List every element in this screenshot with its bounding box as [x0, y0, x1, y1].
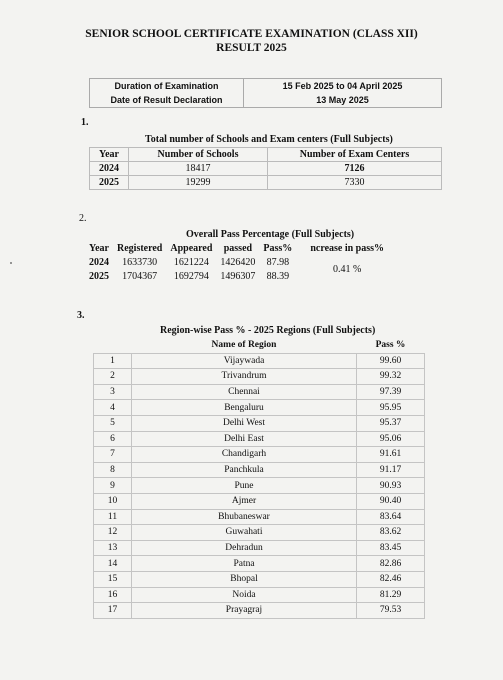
region-name-cell: Bhopal — [132, 571, 357, 587]
table-row — [85, 255, 388, 269]
region-name-cell: Delhi East — [132, 431, 357, 447]
rank-cell: 2 — [94, 369, 132, 385]
table-row — [94, 447, 425, 463]
pass-percent-cell: 90.40 — [357, 493, 425, 509]
header-cell: Year — [89, 242, 109, 254]
rank-cell: 17 — [94, 603, 132, 619]
declaration-label: Date of Result Declaration — [110, 95, 223, 105]
header-cell: Pass % — [357, 338, 425, 353]
table-row — [94, 540, 425, 556]
rank-cell: 3 — [94, 384, 132, 400]
table-row — [94, 571, 425, 587]
pass-percent-cell: 79.53 — [357, 603, 425, 619]
table-row — [94, 462, 425, 478]
rank-cell: 4 — [94, 400, 132, 416]
region-name-cell: Guwahati — [132, 525, 357, 541]
table-header-row — [85, 241, 388, 255]
section-3-number: 3. — [77, 310, 85, 321]
rank-cell: 13 — [94, 540, 132, 556]
region-name-cell: Panchkula — [132, 462, 357, 478]
table-row — [94, 384, 425, 400]
table-cell: 18417 — [129, 162, 268, 176]
pass-percent-cell: 81.29 — [357, 587, 425, 603]
region-name-cell: Bengaluru — [132, 400, 357, 416]
region-name-cell: Trivandrum — [132, 369, 357, 385]
rank-cell: 11 — [94, 509, 132, 525]
section-2-number: 2. — [79, 213, 87, 224]
pass-percent-cell: 91.61 — [357, 447, 425, 463]
region-name-cell: Bhubaneswar — [132, 509, 357, 525]
rank-cell: 7 — [94, 447, 132, 463]
region-name-cell: Prayagraj — [132, 603, 357, 619]
document-subtitle: RESULT 2025 — [216, 42, 287, 54]
table-header-row — [94, 338, 425, 353]
region-name-cell: Noida — [132, 587, 357, 603]
pass-percent-cell: 83.64 — [357, 509, 425, 525]
table-cell: 2025 — [90, 176, 129, 190]
header-cell: Name of Region — [132, 338, 357, 353]
table-row — [90, 176, 442, 190]
table-cell: 1621224 — [173, 256, 209, 268]
header-cell: Number of Schools — [129, 148, 268, 162]
table-row — [94, 353, 425, 369]
scan-speck — [10, 262, 12, 264]
table-cell: 2024 — [90, 162, 129, 176]
table-row — [94, 525, 425, 541]
table-cell: 1704367 — [122, 270, 158, 282]
section-1-caption: Total number of Schools and Exam centers (Full Subjects) — [145, 134, 393, 145]
pass-percent-cell: 83.45 — [357, 540, 425, 556]
pass-percent-cell: 95.37 — [357, 415, 425, 431]
table-cell: 87.98 — [266, 256, 290, 268]
header-cell: Number of Exam Centers — [268, 148, 442, 162]
region-name-cell: Ajmer — [132, 493, 357, 509]
table-row — [94, 603, 425, 619]
pass-percent-cell: 82.86 — [357, 556, 425, 572]
table-cell: 1633730 — [122, 256, 158, 268]
rank-cell: 6 — [94, 431, 132, 447]
header-cell: Year — [90, 148, 129, 162]
rank-cell: 12 — [94, 525, 132, 541]
region-name-cell: Pune — [132, 478, 357, 494]
schools-table — [89, 147, 442, 190]
table-row — [94, 587, 425, 603]
table-cell: 7126 — [268, 162, 442, 176]
header-cell: Appeared — [170, 242, 213, 254]
table-cell: 1692794 — [173, 270, 209, 282]
increase-cell: 0.41 % — [333, 263, 362, 275]
header-cell: ncrease in pass% — [310, 242, 385, 254]
declaration-row — [90, 93, 442, 108]
region-name-cell: Delhi West — [132, 415, 357, 431]
region-name-cell: Vijaywada — [132, 353, 357, 369]
declaration-value: 13 May 2025 — [244, 93, 442, 108]
section-1-number: 1. — [81, 117, 89, 128]
table-row — [90, 162, 442, 176]
table-row — [94, 478, 425, 494]
table-cell: 2024 — [89, 256, 109, 268]
exam-info-table — [89, 78, 442, 108]
table-row — [94, 369, 425, 385]
table-cell: 2025 — [89, 270, 109, 282]
rank-cell: 10 — [94, 493, 132, 509]
header-cell: Pass% — [263, 242, 293, 254]
table-cell: 1426420 — [220, 256, 256, 268]
table-cell: 7330 — [268, 176, 442, 190]
header-cell: Registered — [117, 242, 163, 254]
table-cell: 1496307 — [220, 270, 256, 282]
table-row — [94, 415, 425, 431]
table-row — [94, 493, 425, 509]
rank-cell: 8 — [94, 462, 132, 478]
pass-percent-cell: 97.39 — [357, 384, 425, 400]
pass-percent-cell: 99.32 — [357, 369, 425, 385]
rank-cell: 9 — [94, 478, 132, 494]
table-cell: 19299 — [129, 176, 268, 190]
table-row — [94, 509, 425, 525]
pass-percent-cell: 82.46 — [357, 571, 425, 587]
region-table — [93, 338, 425, 619]
pass-percent-cell: 91.17 — [357, 462, 425, 478]
pass-percent-cell: 95.06 — [357, 431, 425, 447]
section-3-caption: Region-wise Pass % - 2025 Regions (Full Subjects) — [160, 325, 376, 336]
table-row — [94, 556, 425, 572]
region-name-cell: Patna — [132, 556, 357, 572]
region-name-cell: Chandigarh — [132, 447, 357, 463]
table-cell: 88.39 — [266, 270, 290, 282]
rank-cell: 14 — [94, 556, 132, 572]
document-title: SENIOR SCHOOL CERTIFICATE EXAMINATION (CLASS XII) — [85, 28, 418, 40]
duration-value: 15 Feb 2025 to 04 April 2025 — [244, 79, 442, 94]
pass-percent-cell: 95.95 — [357, 400, 425, 416]
header-cell: passed — [223, 242, 253, 254]
pass-percent-cell: 90.93 — [357, 478, 425, 494]
region-name-cell: Chennai — [132, 384, 357, 400]
rank-cell: 5 — [94, 415, 132, 431]
region-name-cell: Dehradun — [132, 540, 357, 556]
rank-cell: 16 — [94, 587, 132, 603]
duration-label: Duration of Examination — [114, 81, 219, 91]
pass-percentage-table — [85, 241, 388, 283]
table-header-row — [90, 148, 442, 162]
rank-cell: 1 — [94, 353, 132, 369]
pass-percent-cell: 83.62 — [357, 525, 425, 541]
rank-cell: 15 — [94, 571, 132, 587]
table-row — [94, 400, 425, 416]
duration-row — [90, 79, 442, 94]
table-row — [94, 431, 425, 447]
section-2-caption: Overall Pass Percentage (Full Subjects) — [186, 229, 355, 240]
pass-percent-cell: 99.60 — [357, 353, 425, 369]
